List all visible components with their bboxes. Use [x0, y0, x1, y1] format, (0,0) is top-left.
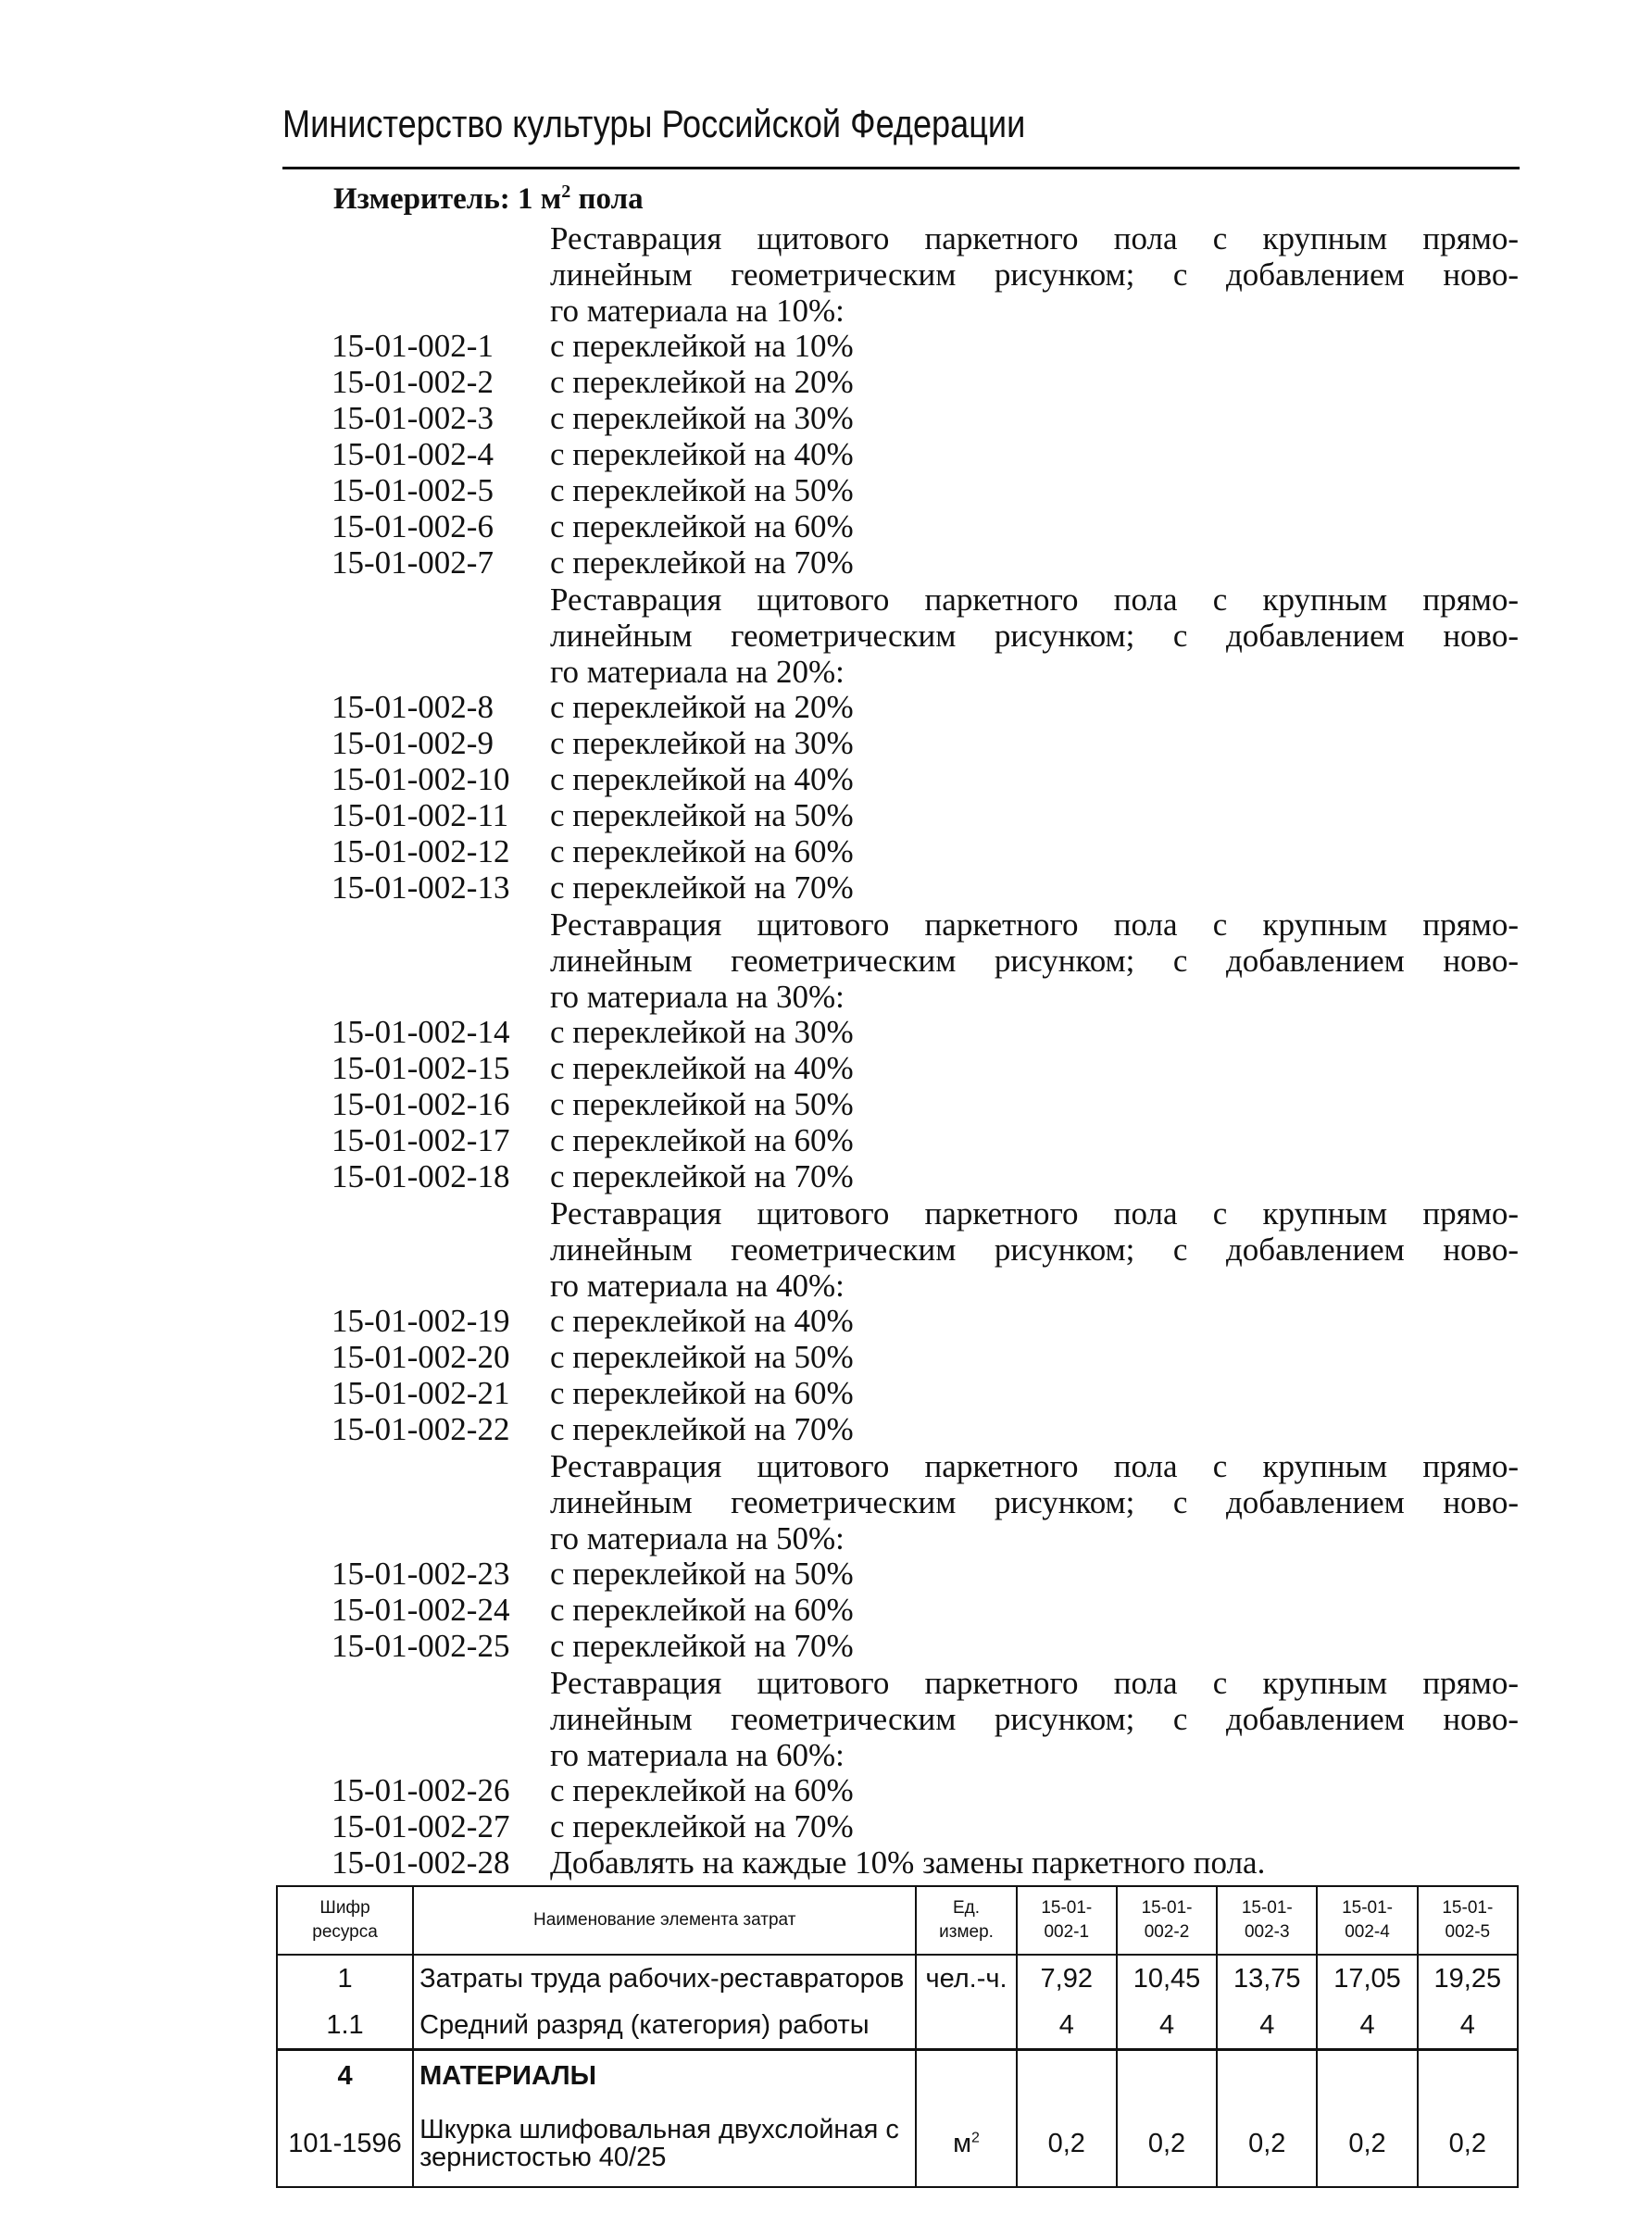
- norm-text: с переклейкой на 50%: [550, 1339, 854, 1375]
- norm-text: с переклейкой на 50%: [550, 1556, 854, 1592]
- group-intro: [550, 220, 1519, 329]
- norm-code: 15-01-002-1: [332, 328, 494, 364]
- norm-code: 15-01-002-24: [332, 1592, 510, 1628]
- norm-text: с переклейкой на 40%: [550, 1050, 854, 1086]
- norm-code: 15-01-002-3: [332, 400, 494, 436]
- norm-text: с переклейкой на 70%: [550, 1158, 854, 1194]
- intro-line: Реставрация щитового паркетного пола с крупным прямо-: [550, 581, 1519, 618]
- table-row: [277, 1955, 1518, 2002]
- group-intro: [550, 1195, 1519, 1304]
- norm-code: 15-01-002-23: [332, 1556, 510, 1592]
- norm-code: 15-01-002-19: [332, 1303, 510, 1339]
- header-col-3: 15-01- 002-3: [1217, 1886, 1317, 1955]
- intro-line: линейным геометрическим рисунком; с добавлением ново-: [550, 618, 1519, 654]
- intro-line: линейным геометрическим рисунком; с добавлением ново-: [550, 256, 1519, 293]
- intro-line: го материала на 10%:: [550, 293, 845, 329]
- table-row: [277, 2101, 1518, 2187]
- norm-code: 15-01-002-7: [332, 544, 494, 581]
- row-value: 0,2: [1017, 2101, 1117, 2187]
- measure-label: [333, 181, 644, 217]
- header-unit: Ед. измер.: [916, 1886, 1016, 1955]
- group-intro: [550, 1448, 1519, 1557]
- norm-code: 15-01-002-11: [332, 797, 509, 833]
- norm-text: с переклейкой на 50%: [550, 472, 854, 508]
- intro-line: го материала на 40%:: [550, 1268, 845, 1304]
- group-intro: [550, 1665, 1519, 1773]
- header-name: Наименование элемента затрат: [413, 1886, 916, 1955]
- row-value: 4: [1317, 2002, 1417, 2050]
- norm-text: с переклейкой на 60%: [550, 508, 854, 544]
- norm-code: 15-01-002-28: [332, 1844, 510, 1881]
- intro-line: линейным геометрическим рисунком; с добавлением ново-: [550, 943, 1519, 979]
- row-value: 4: [1117, 2002, 1217, 2050]
- norm-text: с переклейкой на 60%: [550, 1772, 854, 1808]
- norm-text: с переклейкой на 30%: [550, 1014, 854, 1050]
- norm-text: с переклейкой на 60%: [550, 1375, 854, 1411]
- norm-text: с переклейкой на 70%: [550, 544, 854, 581]
- norm-text: с переклейкой на 60%: [550, 1592, 854, 1628]
- norm-text: с переклейкой на 60%: [550, 1122, 854, 1158]
- norm-text: с переклейкой на 40%: [550, 1303, 854, 1339]
- row-code: 1: [277, 1955, 413, 2002]
- page-header-title: Министерство культуры Российской Федерации: [282, 102, 1026, 145]
- row-code: 4: [277, 2050, 413, 2102]
- norm-code: 15-01-002-25: [332, 1628, 510, 1664]
- row-value: 0,2: [1217, 2101, 1317, 2187]
- row-value: [1317, 2050, 1417, 2102]
- norm-text: с переклейкой на 30%: [550, 400, 854, 436]
- norm-code: 15-01-002-5: [332, 472, 494, 508]
- row-unit: [916, 2050, 1016, 2102]
- norm-code: 15-01-002-13: [332, 869, 510, 906]
- table-row: [277, 2050, 1518, 2102]
- intro-line: Реставрация щитового паркетного пола с крупным прямо-: [550, 1665, 1519, 1701]
- measure-text: Измеритель: 1 м: [333, 182, 562, 216]
- row-value: 4: [1418, 2002, 1518, 2050]
- intro-line: Реставрация щитового паркетного пола с крупным прямо-: [550, 220, 1519, 256]
- norm-text: с переклейкой на 70%: [550, 1808, 854, 1844]
- norm-code: 15-01-002-15: [332, 1050, 510, 1086]
- row-name: МАТЕРИАЛЫ: [413, 2050, 916, 2102]
- row-code: 1.1: [277, 2002, 413, 2050]
- norm-code: 15-01-002-27: [332, 1808, 510, 1844]
- row-value: [1418, 2050, 1518, 2102]
- intro-line: го материала на 30%:: [550, 979, 845, 1015]
- norm-text: с переклейкой на 40%: [550, 436, 854, 472]
- norm-text: с переклейкой на 10%: [550, 328, 854, 364]
- intro-line: Реставрация щитового паркетного пола с крупным прямо-: [550, 1195, 1519, 1232]
- norm-code: 15-01-002-4: [332, 436, 494, 472]
- norm-code: 15-01-002-14: [332, 1014, 510, 1050]
- row-value: 0,2: [1418, 2101, 1518, 2187]
- measure-unit: пола: [570, 182, 644, 216]
- row-name: Средний разряд (категория) работы: [413, 2002, 916, 2050]
- norm-text: с переклейкой на 70%: [550, 1411, 854, 1447]
- resource-table: [276, 1885, 1519, 2188]
- row-value: 4: [1217, 2002, 1317, 2050]
- norm-text: с переклейкой на 50%: [550, 1086, 854, 1122]
- group-intro: [550, 906, 1519, 1015]
- row-value: [1217, 2050, 1317, 2102]
- norm-code: 15-01-002-18: [332, 1158, 510, 1194]
- header-code: Шифр ресурса: [277, 1886, 413, 1955]
- row-value: 0,2: [1317, 2101, 1417, 2187]
- intro-line: линейным геометрическим рисунком; с добавлением ново-: [550, 1232, 1519, 1268]
- row-unit: [916, 2002, 1016, 2050]
- row-value: 19,25: [1418, 1955, 1518, 2002]
- norm-code: 15-01-002-20: [332, 1339, 510, 1375]
- norm-code: 15-01-002-6: [332, 508, 494, 544]
- header-rule: [282, 167, 1520, 169]
- intro-line: Реставрация щитового паркетного пола с крупным прямо-: [550, 1448, 1519, 1484]
- norm-text: с переклейкой на 20%: [550, 364, 854, 400]
- norm-code: 15-01-002-12: [332, 833, 510, 869]
- header-col-4: 15-01- 002-4: [1317, 1886, 1417, 1955]
- norm-text: с переклейкой на 50%: [550, 797, 854, 833]
- row-unit: чел.-ч.: [916, 1955, 1016, 2002]
- row-value: 13,75: [1217, 1955, 1317, 2002]
- intro-line: линейным геометрическим рисунком; с добавлением ново-: [550, 1701, 1519, 1737]
- header-col-2: 15-01- 002-2: [1117, 1886, 1217, 1955]
- norm-code: 15-01-002-26: [332, 1772, 510, 1808]
- row-code: 101-1596: [277, 2101, 413, 2187]
- norm-text: с переклейкой на 30%: [550, 725, 854, 761]
- header-col-5: 15-01- 002-5: [1418, 1886, 1518, 1955]
- norm-code: 15-01-002-8: [332, 689, 494, 725]
- row-value: 7,92: [1017, 1955, 1117, 2002]
- norm-text: с переклейкой на 70%: [550, 869, 854, 906]
- row-value: 10,45: [1117, 1955, 1217, 2002]
- norm-text: с переклейкой на 70%: [550, 1628, 854, 1664]
- norm-text: с переклейкой на 60%: [550, 833, 854, 869]
- intro-line: Реставрация щитового паркетного пола с крупным прямо-: [550, 906, 1519, 943]
- header-col-1: 15-01- 002-1: [1017, 1886, 1117, 1955]
- norm-code: 15-01-002-21: [332, 1375, 510, 1411]
- intro-line: линейным геометрическим рисунком; с добавлением ново-: [550, 1484, 1519, 1520]
- row-value: 0,2: [1117, 2101, 1217, 2187]
- row-value: [1017, 2050, 1117, 2102]
- row-unit: $м^2$: [916, 2101, 1016, 2187]
- intro-line: го материала на 20%:: [550, 654, 845, 690]
- table-row: [277, 2002, 1518, 2050]
- norm-text: Добавлять на каждые 10% замены паркетного пола.: [550, 1844, 1266, 1881]
- group-intro: [550, 581, 1519, 690]
- row-value: 17,05: [1317, 1955, 1417, 2002]
- row-name: Затраты труда рабочих-реставраторов: [413, 1955, 916, 2002]
- norm-code: 15-01-002-22: [332, 1411, 510, 1447]
- norm-text: с переклейкой на 40%: [550, 761, 854, 797]
- norm-code: 15-01-002-2: [332, 364, 494, 400]
- intro-line: го материала на 60%:: [550, 1737, 845, 1773]
- row-value: [1117, 2050, 1217, 2102]
- norm-code: 15-01-002-9: [332, 725, 494, 761]
- table-header-row: [277, 1886, 1518, 1955]
- norm-code: 15-01-002-17: [332, 1122, 510, 1158]
- row-value: 4: [1017, 2002, 1117, 2050]
- row-name: Шкурка шлифовальная двухслойная с зернистостью 40/25: [413, 2101, 916, 2187]
- norm-code: 15-01-002-10: [332, 761, 510, 797]
- norm-code: 15-01-002-16: [332, 1086, 510, 1122]
- intro-line: го материала на 50%:: [550, 1520, 845, 1557]
- measure-sup: 2: [561, 181, 571, 202]
- norm-text: с переклейкой на 20%: [550, 689, 854, 725]
